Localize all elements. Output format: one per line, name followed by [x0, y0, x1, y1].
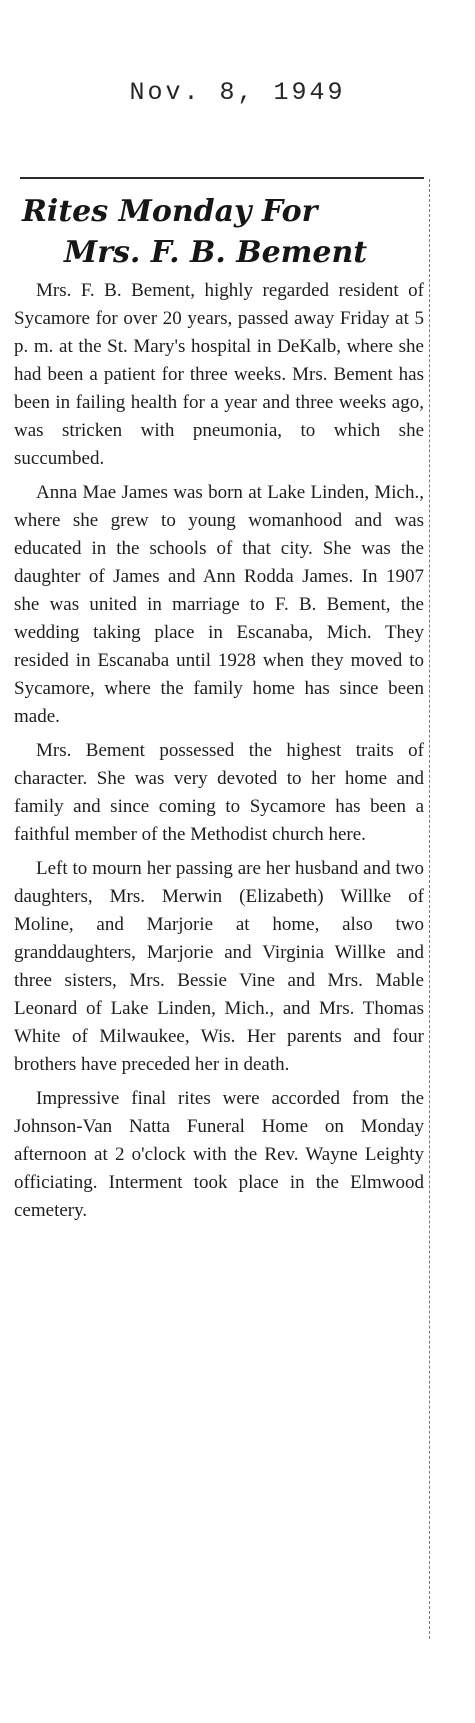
paragraph-survivors: Left to mourn her passing are her husband and two daughters, Mrs. Merwin (Elizabeth) Willke of Moline, and Marjorie at home, also two granddaughters, Marjorie and Virginia Willke and three sisters, Mrs. Bessie Vine and Mrs. Mable Leonard of Lake Linden, Mich., and Mrs. Thomas White of Milwaukee, Wis. Her parents and four brothers have preceded her in death.: [14, 858, 424, 1075]
paragraph-character: Mrs. Bement possessed the highest traits of character. She was very devoted to her home and family and since coming to Sycamore has been a faithful member of the Methodist church here.: [14, 740, 424, 845]
article-body: [14, 277, 424, 1231]
paragraph-biography: Anna Mae James was born at Lake Linden, Mich., where she grew to young womanhood and was educated in the schools of that city. She was the daughter of James and Ann Rodda James. In 1907 she was united in marriage to F. B. Bement, the wedding taking place in Escanaba, Mich. They resided in Escanaba until 1928 when they moved to Sycamore, where the family home has since been made.: [14, 482, 424, 727]
headline-line-2: Mrs. F. B. Bement: [64, 235, 368, 270]
newspaper-clipping: [14, 177, 424, 1717]
article-headline: [14, 191, 424, 273]
headline-line-1: Rites Monday For: [22, 194, 318, 229]
column-top-rule: [20, 177, 424, 179]
column-right-edge: [429, 179, 430, 1639]
clipping-date: Nov. 8, 1949: [129, 78, 346, 107]
paragraph-funeral-rites: Impressive final rites were accorded from the Johnson-Van Natta Funeral Home on Monday afternoon at 2 o'clock with the Rev. Wayne Leighty officiating. Interment took place in the Elmwood cemetery.: [14, 1088, 424, 1221]
paragraph-death-notice: Mrs. F. B. Bement, highly regarded resident of Sycamore for over 20 years, passed away Friday at 5 p. m. at the St. Mary's hospital in DeKalb, where she had been a patient for three weeks. Mrs. Bement has been in failing health for a year and three weeks ago, was stricken with pneumonia, to which she succumbed.: [14, 280, 424, 469]
